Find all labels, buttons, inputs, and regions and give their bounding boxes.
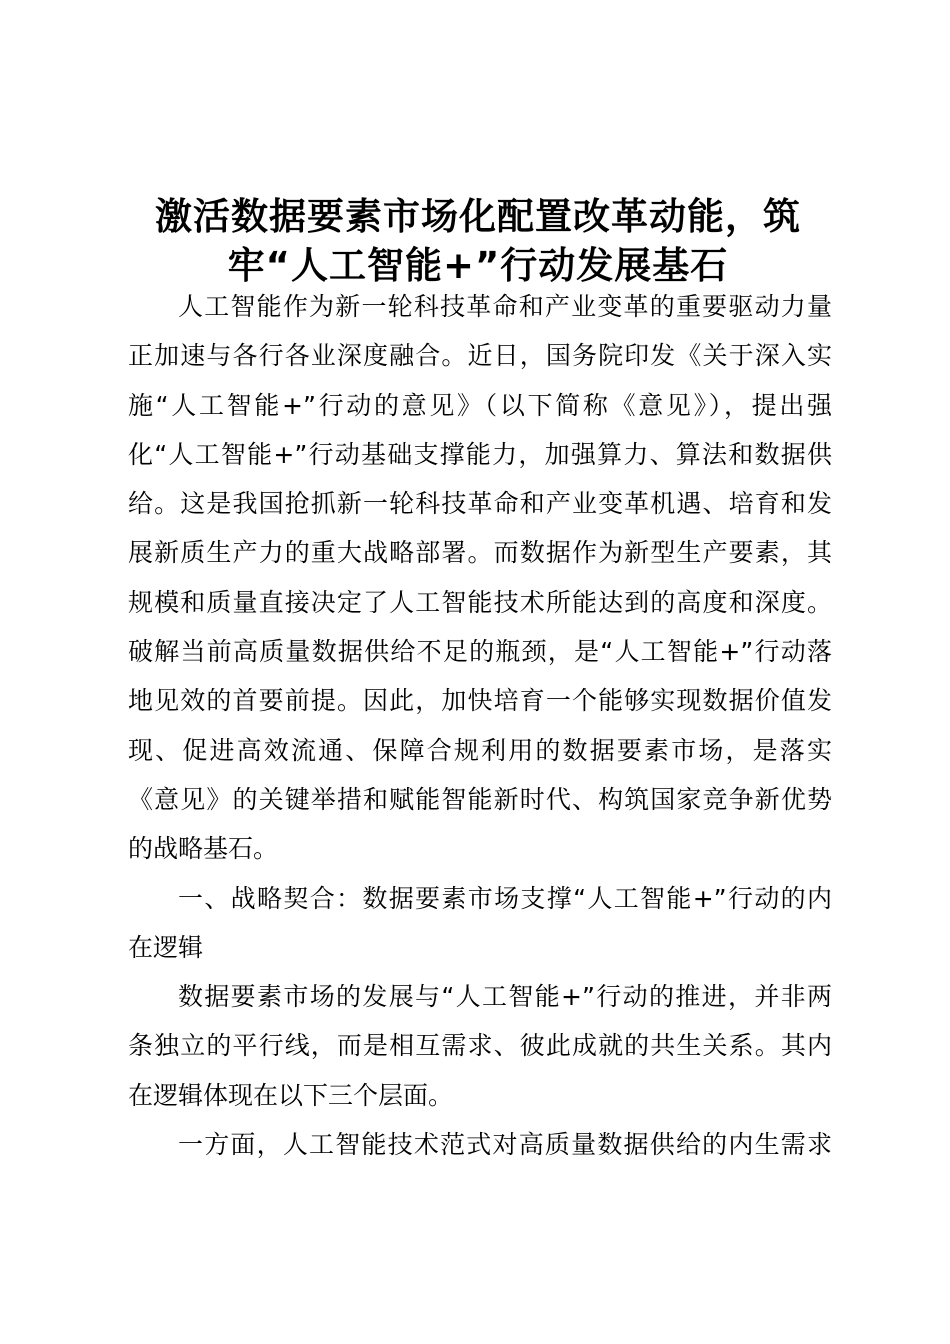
paragraph-line: 《意见》的关键举措和赋能智能新时代、构筑国家竞争新优势: [128, 784, 832, 814]
paragraph-line: 化“人工智能+”行动基础支撑能力，加强算力、算法和数据供: [128, 439, 832, 469]
document-body: [128, 282, 832, 1169]
paragraph-line: 破解当前高质量数据供给不足的瓶颈，是“人工智能+”行动落: [128, 637, 832, 667]
paragraph-line: 施“人工智能+”行动的意见》（以下简称《意见》），提出强: [128, 390, 832, 420]
paragraph-line: 条独立的平行线，而是相互需求、彼此成就的共生关系。其内: [128, 1031, 832, 1061]
paragraph-line: 给。这是我国抢抓新一轮科技革命和产业变革机遇、培育和发: [128, 489, 832, 519]
document-title-line-1: 激活数据要素市场化配置改革动能，筑: [155, 195, 801, 238]
paragraph-line: 正加速与各行各业深度融合。近日，国务院印发《关于深入实: [128, 341, 832, 371]
paragraph-line: 人工智能作为新一轮科技革命和产业变革的重要驱动力量: [178, 292, 832, 321]
paragraph-line: 现、促进高效流通、保障合规利用的数据要素市场，是落实: [128, 735, 832, 765]
paragraph-line: 在逻辑体现在以下三个层面。: [128, 1080, 454, 1110]
paragraph-line: 一方面，人工智能技术范式对高质量数据供给的内生需求: [178, 1130, 832, 1160]
paragraph-line: 展新质生产力的重大战略部署。而数据作为新型生产要素，其: [128, 538, 832, 568]
document-title-line-2: 牢“人工智能+”行动发展基石: [227, 244, 729, 287]
section-heading-line: 一、战略契合：数据要素市场支撑“人工智能+”行动的内: [178, 883, 832, 913]
section-heading-line: 在逻辑: [128, 932, 204, 962]
paragraph-line: 地见效的首要前提。因此，加快培育一个能够实现数据价值发: [128, 686, 832, 716]
paragraph-line: 规模和质量直接决定了人工智能技术所能达到的高度和深度。: [128, 587, 832, 617]
paragraph-line: 的战略基石。: [128, 834, 279, 864]
paragraph-line: 数据要素市场的发展与“人工智能+”行动的推进，并非两: [178, 982, 832, 1012]
